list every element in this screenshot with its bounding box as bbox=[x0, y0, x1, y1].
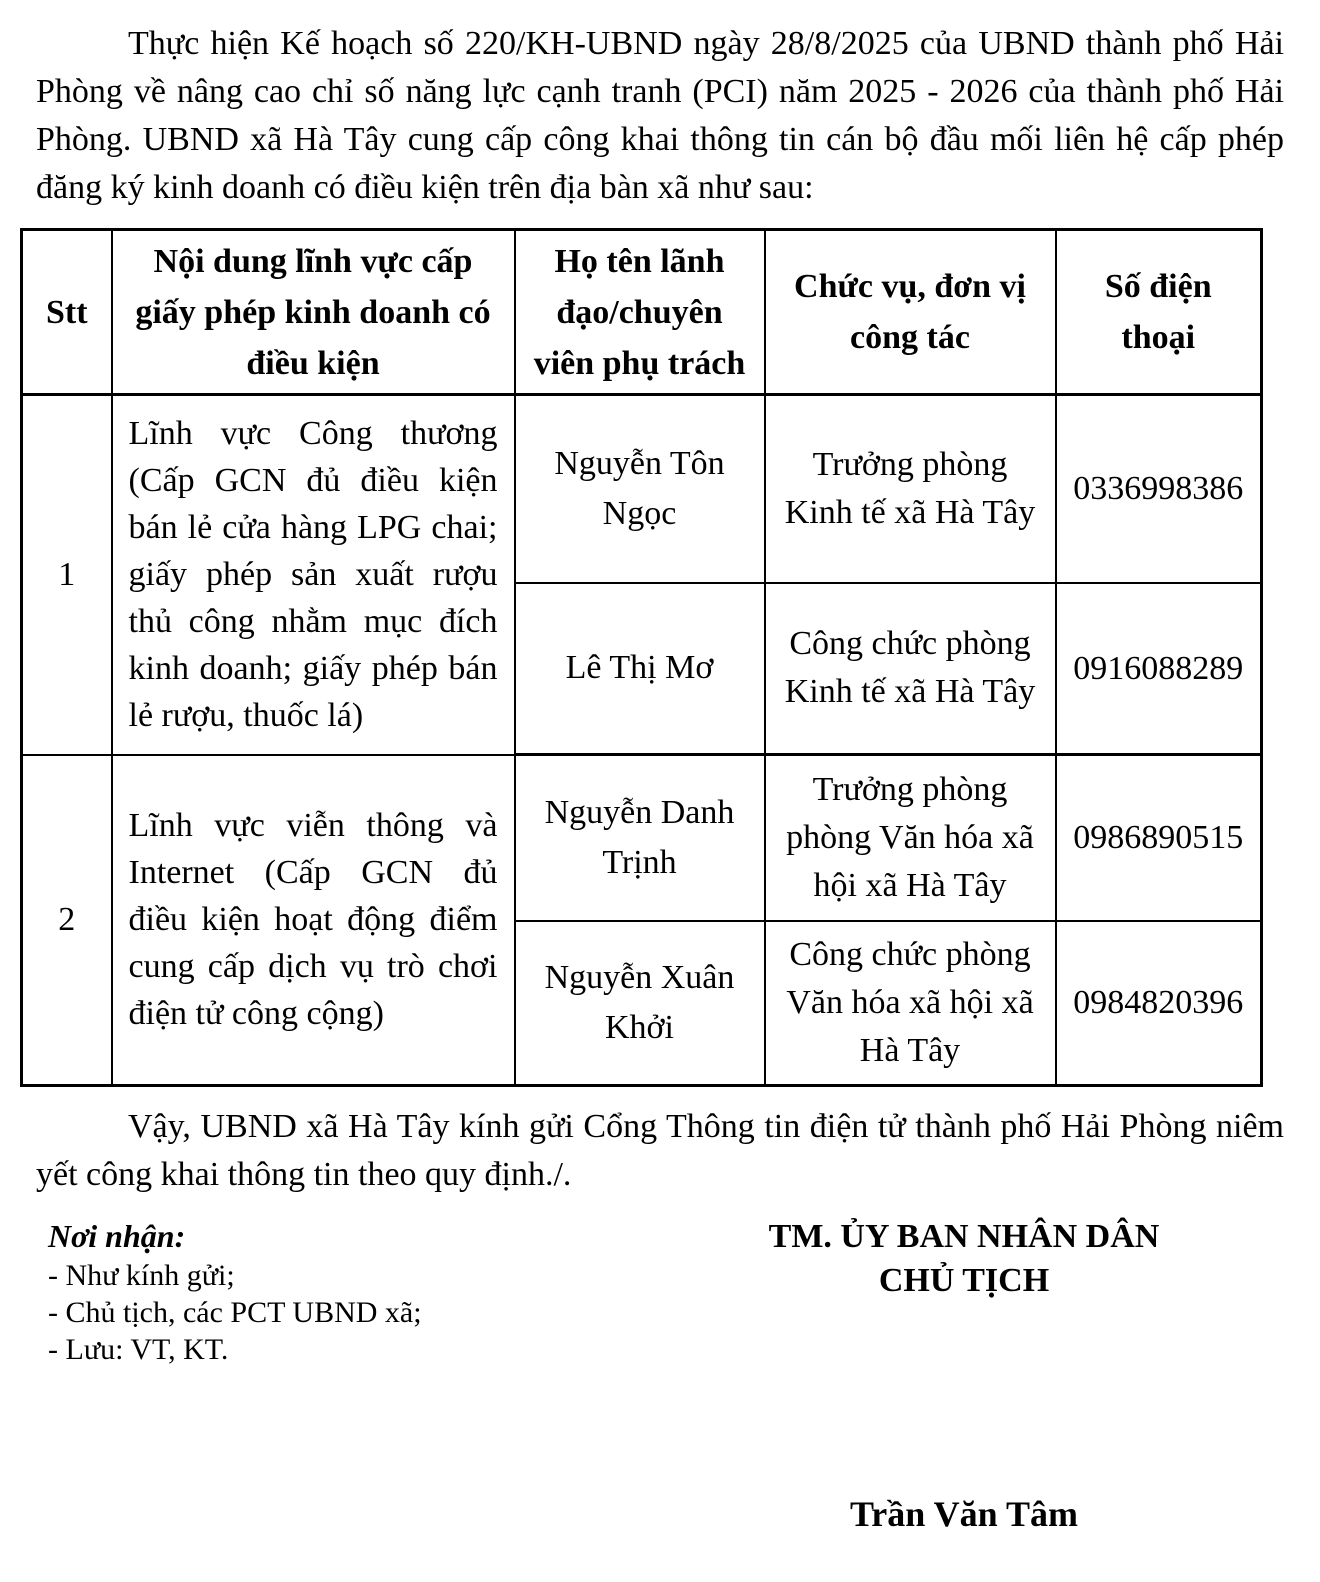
signature-name: Trần Văn Tâm bbox=[849, 1494, 1079, 1534]
signature-block bbox=[644, 1215, 1284, 1537]
recipient-item: - Lưu: VT, KT. bbox=[48, 1333, 229, 1366]
signature-org: TM. ỦY BAN NHÂN DÂN bbox=[768, 1218, 1160, 1255]
document-footer bbox=[36, 1215, 1284, 1537]
name-cell: Nguyễn Danh Trịnh bbox=[515, 755, 765, 921]
table-row bbox=[22, 395, 1262, 583]
signature-title: CHỦ TỊCH bbox=[878, 1262, 1050, 1299]
table-row bbox=[22, 755, 1262, 921]
field-cell: Lĩnh vực viễn thông và Internet (Cấp GCN đủ điều kiện hoạt động điểm cung cấp dịch vụ trò chơi điện tử công cộng) bbox=[112, 755, 515, 1086]
recipients-label: Nơi nhận: bbox=[48, 1218, 186, 1254]
position-cell: Công chức phòng Kinh tế xã Hà Tây bbox=[765, 583, 1056, 755]
name-cell: Nguyễn Xuân Khởi bbox=[515, 921, 765, 1086]
phone-cell: 0336998386 bbox=[1056, 395, 1262, 583]
closing-paragraph: Vậy, UBND xã Hà Tây kính gửi Cổng Thông tin điện tử thành phố Hải Phòng niêm yết công khai thông tin theo quy định./. bbox=[36, 1108, 1284, 1193]
position-cell: Trưởng phòng Kinh tế xã Hà Tây bbox=[765, 395, 1056, 583]
col-header-phone: Số điện thoại bbox=[1056, 230, 1262, 395]
phone-cell: 0916088289 bbox=[1056, 583, 1262, 755]
contacts-table bbox=[20, 228, 1263, 1087]
stt-cell: 1 bbox=[22, 395, 112, 755]
col-header-position: Chức vụ, đơn vị công tác bbox=[765, 230, 1056, 395]
phone-cell: 0986890515 bbox=[1056, 755, 1262, 921]
col-header-name: Họ tên lãnh đạo/chuyên viên phụ trách bbox=[515, 230, 765, 395]
table-header-row bbox=[22, 230, 1262, 395]
position-cell: Công chức phòng Văn hóa xã hội xã Hà Tây bbox=[765, 921, 1056, 1086]
opening-paragraph: Thực hiện Kế hoạch số 220/KH-UBND ngày 28/8/2025 của UBND thành phố Hải Phòng về nâng cao chỉ số năng lực cạnh tranh (PCI) năm 2025 - 2026 của thành phố Hải Phòng. UBND xã Hà Tây cung cấp công khai thông tin cán bộ đầu mối liên hệ cấp phép đăng ký kinh doanh có điều kiện trên địa bàn xã như sau: bbox=[36, 25, 1284, 206]
position-cell: Trưởng phòng phòng Văn hóa xã hội xã Hà Tây bbox=[765, 755, 1056, 921]
stt-cell: 2 bbox=[22, 755, 112, 1086]
col-header-stt: Stt bbox=[22, 230, 112, 395]
name-cell: Lê Thị Mơ bbox=[515, 583, 765, 755]
col-header-field: Nội dung lĩnh vực cấp giấy phép kinh doanh có điều kiện bbox=[112, 230, 515, 395]
name-cell: Nguyễn Tôn Ngọc bbox=[515, 395, 765, 583]
field-cell: Lĩnh vực Công thương (Cấp GCN đủ điều kiện bán lẻ cửa hàng LPG chai; giấy phép sản xuất rượu thủ công nhằm mục đích kinh doanh; giấy phép bán lẻ rượu, thuốc lá) bbox=[112, 395, 515, 755]
recipient-item: - Như kính gửi; bbox=[48, 1259, 235, 1292]
phone-cell: 0984820396 bbox=[1056, 921, 1262, 1086]
recipients-block bbox=[36, 1215, 644, 1537]
recipient-item: - Chủ tịch, các PCT UBND xã; bbox=[48, 1296, 422, 1329]
